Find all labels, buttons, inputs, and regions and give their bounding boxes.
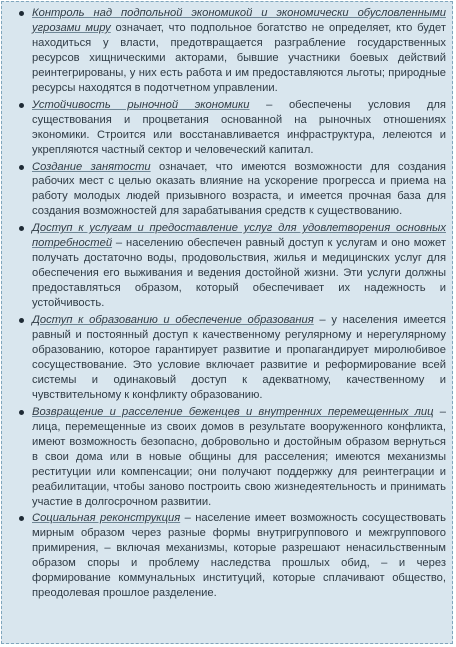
item-term: Социальная реконструкция <box>32 512 181 525</box>
list-item <box>6 6 446 96</box>
bullet-icon <box>19 516 24 521</box>
item-text: – у населения имеется равный и постоянный доступ к качественному регулярному и нерегулярному образованию, которое гарантирует развитие и пропагандирует миролюбивое сосуществование. Это условие включает развитие и реформирование всей системы и одинаковый доступ к адекватному, качественному и чувствительному к конфликту образованию. <box>32 314 446 401</box>
item-term: Возвращение и расселение беженцев и внутренних перемещенных лиц <box>32 405 434 418</box>
item-text: означает, что подпольное богатство не определяет, кто будет находиться у власти, предотвращается разграбление государственных ресурсов хищническими акторами, бывшие участники боевых действий реинтегрированы, у них есть работа и им предоставляются льготы; природные ресурсы находятся в подотчетном управлении. <box>32 21 447 94</box>
item-text: – население имеет возможность сосуществовать мирным образом через разные формы внутригруппового и межгруппового примирения, – включая механизмы, которые разрешают ненасильственным образом споры и проблему наследства прошлых обид, – и через формирование коммунальных институций, которые сплачивают общество, преодолевая прошлое разделение. <box>32 512 446 600</box>
info-panel <box>1 1 453 644</box>
bullet-icon <box>19 410 24 415</box>
list-item <box>6 313 446 403</box>
item-term: Доступ к образованию и обеспечение образования <box>32 314 314 327</box>
item-text: означает, что имеются возможности для создания рабочих мест с целью оказать влияние на ускорение прогресса и приема на работу молодых людей призывного возраста, и имеется прочная база для создания возможностей для зарабатывания средств к существованию. <box>32 160 446 218</box>
bullet-icon <box>19 11 24 16</box>
bullet-icon <box>19 165 24 170</box>
list-item <box>6 405 446 510</box>
list-item <box>6 221 446 311</box>
list-item <box>6 511 446 601</box>
list-item <box>6 98 446 158</box>
bullet-icon <box>19 226 24 231</box>
bullet-icon <box>19 318 24 323</box>
item-term: Доступ к услугам и предоставление услуг для удовлетворения основных потребностей <box>32 222 446 250</box>
item-term: Устойчивость рыночной экономики <box>32 98 250 111</box>
bullet-icon <box>19 103 24 108</box>
item-text: – обеспечены условия для существования и процветания основанной на рыночных отношениях экономики. Строится или восстанавливается инфраструктура, лелеются и укрепляются частный сектор и человеческий капитал. <box>32 98 446 156</box>
item-term: Создание занятости <box>32 160 151 173</box>
item-term: Контроль над подпольной экономикой и экономически обусловленными угрозами миру <box>32 7 446 34</box>
conditions-list <box>6 6 446 601</box>
item-text: – лица, перемещенные из своих домов в результате вооруженного конфликта, имеют возможность безопасно, добровольно и достойным образом вернуться в свои дома или в новые общины для расселения; имеются механизмы реституции или компенсации; они получают поддержку для реинтеграции и реабилитации, чтобы заново построить свою жизнедеятельность и принимать участие в долгосрочном развитии. <box>32 405 446 508</box>
item-text: – населению обеспечен равный доступ к услугам и оно может получать достаточно воды, продовольствия, жилья и медицинских услуг для обеспечения его выживания и ведения достойной жизни. Эти услуги должны предоставляться образом, который обеспечивает их надежность и устойчивость. <box>32 237 446 310</box>
list-item <box>6 160 446 220</box>
